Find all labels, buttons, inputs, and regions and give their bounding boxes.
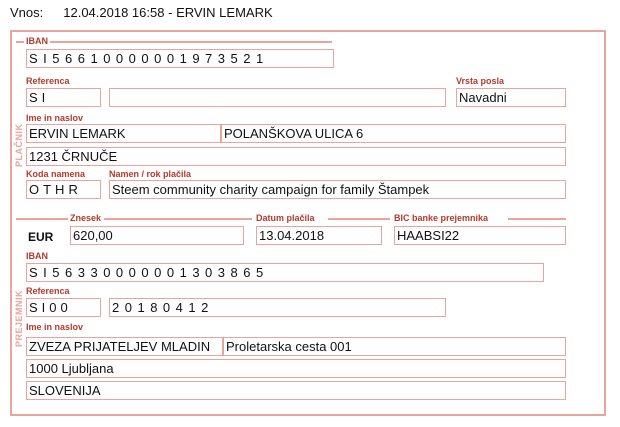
payer-city-field[interactable]: 1231 ČRNUČE: [26, 147, 566, 166]
payment-date-label: Datum plačila: [256, 213, 315, 223]
purpose-code-label: Koda namena: [26, 169, 86, 179]
amount-line-left: [16, 218, 68, 220]
recipient-reference-model-field[interactable]: SI00: [26, 298, 101, 317]
recipient-reference-number-field[interactable]: 20180412: [109, 298, 446, 317]
entry-name: ERVIN LEMARK: [176, 5, 273, 20]
amount-line-right: [104, 218, 252, 220]
recipient-iban-label: IBAN: [26, 251, 48, 261]
payment-type-label: Vrsta posla: [456, 76, 505, 86]
amount-field[interactable]: 620,00: [70, 226, 244, 245]
payment-date-field[interactable]: 13.04.2018: [256, 226, 382, 245]
recipient-name-address-label: Ime in naslov: [26, 322, 84, 332]
entry-datetime: 12.04.2018 16:58: [63, 5, 165, 20]
recipient-city-field[interactable]: 1000 Ljubljana: [26, 359, 566, 378]
payer-iban-line-right: [50, 41, 332, 43]
recipient-country-field[interactable]: SLOVENIJA: [26, 381, 566, 400]
payer-section-label: PLAČNIK: [14, 123, 24, 167]
purpose-label: Namen / rok plačila: [109, 169, 192, 179]
recipient-name-field[interactable]: ZVEZA PRIJATELJEV MLADIN: [26, 337, 223, 356]
payer-name-address-label: Ime in naslov: [26, 113, 84, 123]
amount-label: Znesek: [70, 213, 102, 223]
recipient-street-field[interactable]: Proletarska cesta 001: [223, 337, 566, 356]
bic-label: BIC banke prejemnika: [394, 213, 489, 223]
recipient-reference-label: Referenca: [26, 286, 70, 296]
payer-reference-number-field[interactable]: [109, 88, 446, 107]
payer-iban-label: IBAN: [26, 36, 48, 46]
payer-reference-label: Referenca: [26, 76, 70, 86]
bic-line: [508, 218, 566, 220]
payment-form: [10, 30, 606, 416]
entry-header: [10, 5, 273, 20]
payer-street-field[interactable]: POLANŠKOVA ULICA 6: [221, 124, 566, 143]
entry-dash: -: [168, 5, 173, 20]
entry-label: Vnos:: [10, 5, 44, 20]
purpose-field[interactable]: Steem community charity campaign for family Štampek: [109, 180, 566, 199]
currency-label: EUR: [28, 230, 54, 244]
purpose-code-field[interactable]: OTHR: [26, 180, 101, 199]
recipient-section-label: PREJEMNIK: [14, 289, 24, 347]
payer-iban-field[interactable]: SI56610000001973521: [26, 49, 334, 68]
payer-reference-model-field[interactable]: SI: [26, 88, 101, 107]
payer-name-field[interactable]: ERVIN LEMARK: [26, 124, 221, 143]
payer-iban-line-left: [16, 41, 24, 43]
recipient-iban-field[interactable]: SI56330000001303865: [26, 263, 544, 282]
payment-type-field[interactable]: Navadni: [456, 88, 566, 107]
bic-field[interactable]: HAABSI22: [394, 226, 566, 245]
payment-date-line: [328, 218, 390, 220]
